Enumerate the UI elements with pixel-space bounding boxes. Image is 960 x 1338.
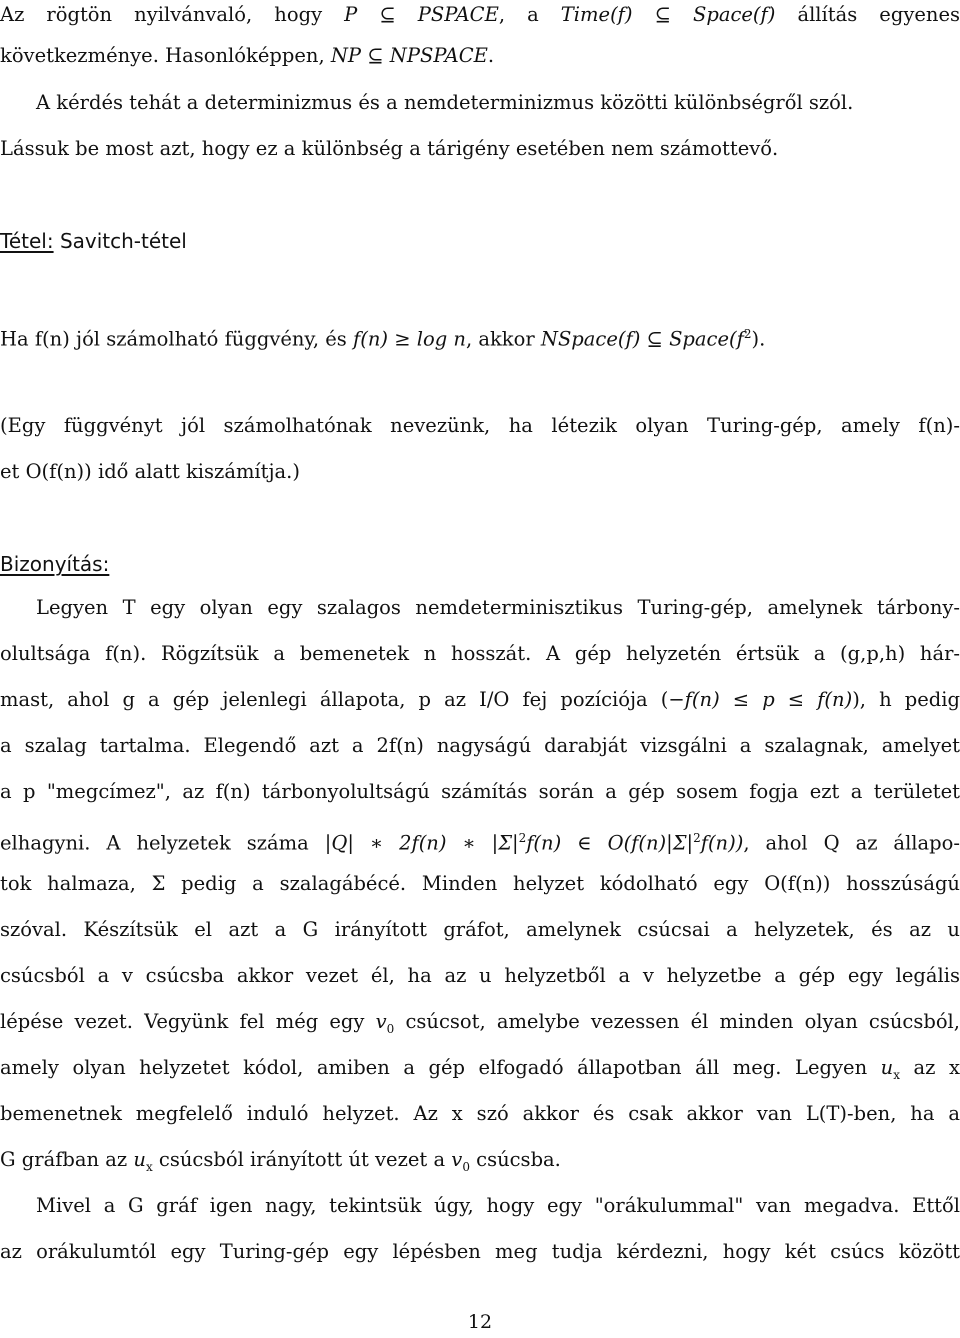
theorem-note-line-1: (Egy függvényt jól számolhatónak nevezünk, ha létezik olyan Turing-gép, amely f(n)- — [0, 414, 960, 437]
proof-line: mast, ahol g a gép jelenlegi állapota, p az I/O fej pozíciója (−f(n) ≤ p ≤ f(n)), h pedig — [0, 688, 960, 711]
proof-line: Legyen T egy olyan egy szalagos nemdeterminisztikus Turing-gép, amelynek tárbony- — [36, 596, 960, 619]
proof-line: bemenetnek megfelelő induló helyzet. Az x szó akkor és csak akkor van L(T)-ben, ha a — [0, 1102, 960, 1125]
proof-line: lépése vezet. Vegyünk fel még egy $v_0$ csúcsot, amelybe vezessen él minden olyan csúcsból, — [0, 1010, 960, 1036]
proof-line: G gráfban az $u_x$ csúcsból irányított út vezet a $v_0$ csúcsba. — [0, 1148, 561, 1174]
proof-line: tok halmaza, Σ pedig a szalagábécé. Minden helyzet kódolható egy O(f(n)) hosszúságú — [0, 872, 960, 895]
proof-line: amely olyan helyzetet kódol, amiben a gép elfogadó állapotban áll meg. Legyen $u_x$ az x — [0, 1056, 960, 1082]
proof-line: a p "megcímez", az f(n) tárbonyolultságú számítás során a gép sosem fogja ezt a területet — [0, 780, 960, 803]
intro-line-3: A kérdés tehát a determinizmus és a nemdeterminizmus közötti különbségről szól. — [36, 91, 854, 114]
page-number: 12 — [467, 1311, 493, 1333]
proof-line: a szalag tartalma. Elegendő azt a 2f(n) nagyságú darabját vizsgálni a szalagnak, amelyet — [0, 734, 960, 757]
proof-line: elhagyni. A helyzetek száma |Q| ∗ 2f(n) ∗ $|\Sigma|^2f(n)$ ∈ $O(f(n)|\Sigma|^2f(n))$, ahol Q az állapo- — [0, 831, 960, 855]
intro-line-2: következménye. Hasonlóképpen, NP ⊆ NPSPACE. — [0, 44, 495, 67]
proof-heading: Bizonyítás: — [0, 552, 110, 576]
theorem-statement: Ha f(n) jól számolható függvény, és f(n) ≥ log n, akkor NSpace(f) ⊆ $Space(f^2)$. — [0, 327, 766, 351]
proof-line: olultsága f(n). Rögzítsük a bemenetek n hosszát. A gép helyzetén értsük a (g,p,h) hár- — [0, 642, 960, 665]
proof-line: csúcsból a v csúcsba akkor vezet él, ha az u helyzetből a v helyzetbe a gép egy legális — [0, 964, 960, 987]
proof-line: szóval. Készítsük el azt a G irányított gráfot, amelynek csúcsai a helyzetek, és az u — [0, 918, 960, 941]
theorem-note-line-2: et O(f(n)) idő alatt kiszámítja.) — [0, 460, 300, 483]
intro-line-4: Lássuk be most azt, hogy ez a különbség a tárigény esetében nem számottevő. — [0, 137, 779, 160]
intro-line-1: Az rögtön nyilvánvaló, hogy P ⊆ PSPACE, a Time(f) ⊆ Space(f) állítás egyenes — [0, 3, 960, 26]
theorem-name: Savitch-tétel — [59, 229, 187, 253]
theorem-label: Tétel: — [0, 229, 54, 253]
proof-line: Mivel a G gráf igen nagy, tekintsük úgy, hogy egy "orákulummal" van megadva. Ettől — [36, 1194, 960, 1217]
proof-line: az orákulumtól egy Turing-gép egy lépésben meg tudja kérdezni, hogy két csúcs között — [0, 1240, 960, 1263]
theorem-heading — [0, 221, 187, 261]
